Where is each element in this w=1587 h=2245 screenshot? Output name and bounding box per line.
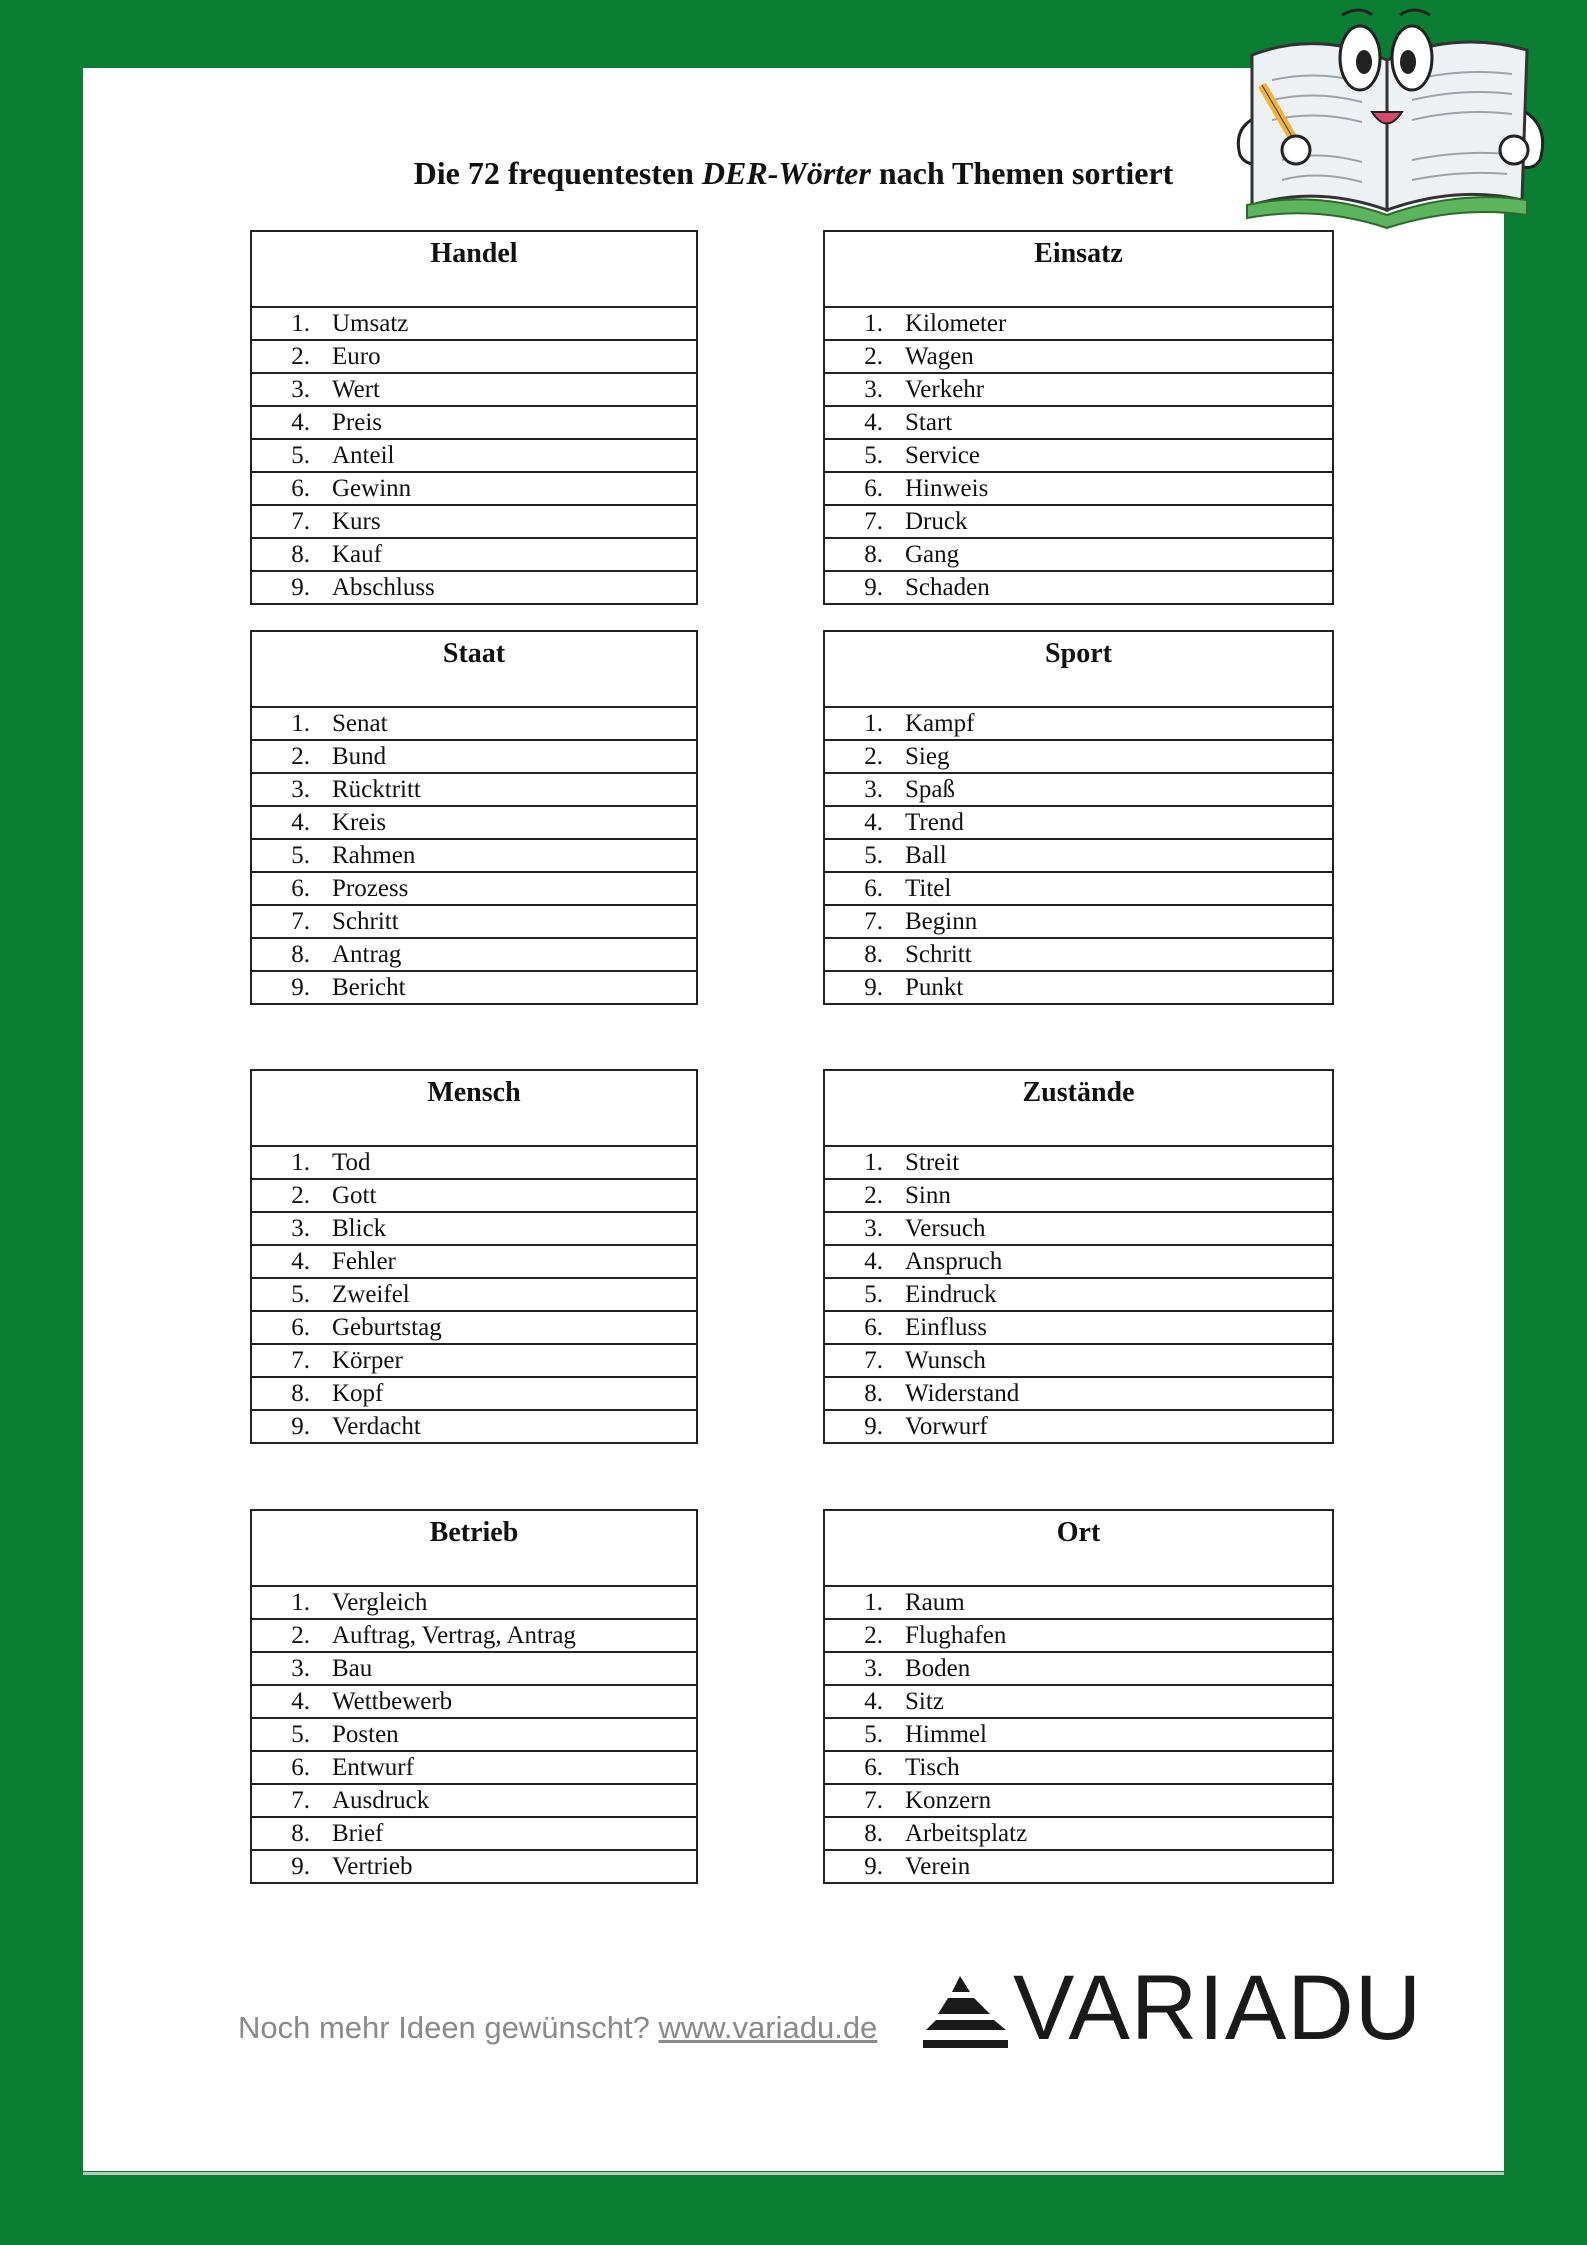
list-item: 1. Streit xyxy=(824,1146,1333,1179)
list-item: 4. Fehler xyxy=(251,1245,697,1278)
list-item: 6. Tisch xyxy=(824,1751,1333,1784)
list-item: 6. Einfluss xyxy=(824,1311,1333,1344)
list-item: 5. Himmel xyxy=(824,1718,1333,1751)
list-item: 4. Wettbewerb xyxy=(251,1685,697,1718)
list-item: 8. Schritt xyxy=(824,938,1333,971)
list-item: 2. Sieg xyxy=(824,740,1333,773)
topic-heading: Einsatz xyxy=(824,231,1333,307)
topic-heading: Zustände xyxy=(824,1070,1333,1146)
list-item: 1. Raum xyxy=(824,1586,1333,1619)
list-item: 4. Trend xyxy=(824,806,1333,839)
list-item: 1. Kampf xyxy=(824,707,1333,740)
topic-table-handel xyxy=(250,230,698,605)
variadu-stripes-logo xyxy=(918,1968,1013,2048)
list-item: 1. Tod xyxy=(251,1146,697,1179)
list-item: 9. Verein xyxy=(824,1850,1333,1883)
list-item: 7. Druck xyxy=(824,505,1333,538)
topic-heading: Handel xyxy=(251,231,697,307)
list-item: 3. Verkehr xyxy=(824,373,1333,406)
list-item: 5. Rahmen xyxy=(251,839,697,872)
topic-table-sport xyxy=(823,630,1334,1005)
topic-table-mensch xyxy=(250,1069,698,1444)
list-item: 3. Wert xyxy=(251,373,697,406)
list-item: 4. Start xyxy=(824,406,1333,439)
topic-heading: Mensch xyxy=(251,1070,697,1146)
list-item: 3. Versuch xyxy=(824,1212,1333,1245)
topic-heading: Betrieb xyxy=(251,1510,697,1586)
list-item: 8. Arbeitsplatz xyxy=(824,1817,1333,1850)
list-item: 7. Beginn xyxy=(824,905,1333,938)
list-item: 8. Antrag xyxy=(251,938,697,971)
list-item: 1. Kilometer xyxy=(824,307,1333,340)
list-item: 1. Umsatz xyxy=(251,307,697,340)
list-item: 2. Euro xyxy=(251,340,697,373)
list-item: 6. Entwurf xyxy=(251,1751,697,1784)
list-item: 2. Wagen xyxy=(824,340,1333,373)
list-item: 5. Ball xyxy=(824,839,1333,872)
list-item: 5. Eindruck xyxy=(824,1278,1333,1311)
list-item: 6. Prozess xyxy=(251,872,697,905)
topic-table-staat xyxy=(250,630,698,1005)
list-item: 4. Kreis xyxy=(251,806,697,839)
list-item: 3. Boden xyxy=(824,1652,1333,1685)
list-item: 8. Brief xyxy=(251,1817,697,1850)
list-item: 6. Geburtstag xyxy=(251,1311,697,1344)
list-item: 5. Anteil xyxy=(251,439,697,472)
list-item: 9. Bericht xyxy=(251,971,697,1004)
list-item: 2. Sinn xyxy=(824,1179,1333,1212)
topic-table-betrieb xyxy=(250,1509,698,1884)
list-item: 1. Senat xyxy=(251,707,697,740)
list-item: 8. Gang xyxy=(824,538,1333,571)
list-item: 7. Körper xyxy=(251,1344,697,1377)
list-item: 2. Auftrag, Vertrag, Antrag xyxy=(251,1619,697,1652)
list-item: 5. Posten xyxy=(251,1718,697,1751)
topic-table-zustaende xyxy=(823,1069,1334,1444)
list-item: 6. Titel xyxy=(824,872,1333,905)
footer-link[interactable]: www.variadu.de xyxy=(658,2010,878,2045)
list-item: 9. Schaden xyxy=(824,571,1333,604)
topic-table-einsatz xyxy=(823,230,1334,605)
list-item: 9. Punkt xyxy=(824,971,1333,1004)
logo-wordmark: VARIADU xyxy=(1013,1957,1423,2059)
list-item: 1. Vergleich xyxy=(251,1586,697,1619)
list-item: 2. Gott xyxy=(251,1179,697,1212)
list-item: 2. Bund xyxy=(251,740,697,773)
list-item: 9. Vorwurf xyxy=(824,1410,1333,1443)
list-item: 4. Sitz xyxy=(824,1685,1333,1718)
list-item: 8. Kopf xyxy=(251,1377,697,1410)
topic-heading: Sport xyxy=(824,631,1333,707)
list-item: 8. Kauf xyxy=(251,538,697,571)
list-item: 9. Vertrieb xyxy=(251,1850,697,1883)
topic-table-ort xyxy=(823,1509,1334,1884)
list-item: 4. Anspruch xyxy=(824,1245,1333,1278)
list-item: 7. Schritt xyxy=(251,905,697,938)
list-item: 2. Flughafen xyxy=(824,1619,1333,1652)
list-item: 7. Wunsch xyxy=(824,1344,1333,1377)
page-bottom-rule xyxy=(83,2172,1504,2175)
list-item: 3. Spaß xyxy=(824,773,1333,806)
list-item: 3. Blick xyxy=(251,1212,697,1245)
list-item: 9. Verdacht xyxy=(251,1410,697,1443)
list-item: 6. Hinweis xyxy=(824,472,1333,505)
list-item: 8. Widerstand xyxy=(824,1377,1333,1410)
title-prefix: Die 72 frequentesten xyxy=(413,155,702,191)
list-item: 7. Kurs xyxy=(251,505,697,538)
list-item: 5. Service xyxy=(824,439,1333,472)
book-mascot-icon xyxy=(1222,0,1552,235)
list-item: 7. Konzern xyxy=(824,1784,1333,1817)
topic-heading: Staat xyxy=(251,631,697,707)
footer-text: Noch mehr Ideen gewünscht? xyxy=(238,2010,659,2045)
list-item: 7. Ausdruck xyxy=(251,1784,697,1817)
list-item: 6. Gewinn xyxy=(251,472,697,505)
footer-promo xyxy=(238,2010,877,2046)
title-emphasis: DER-Wörter xyxy=(701,155,871,191)
list-item: 3. Rücktritt xyxy=(251,773,697,806)
topic-heading: Ort xyxy=(824,1510,1333,1586)
list-item: 3. Bau xyxy=(251,1652,697,1685)
list-item: 5. Zweifel xyxy=(251,1278,697,1311)
list-item: 9. Abschluss xyxy=(251,571,697,604)
title-suffix: nach Themen sortiert xyxy=(870,155,1174,191)
list-item: 4. Preis xyxy=(251,406,697,439)
variadu-logo xyxy=(918,1957,1423,2059)
